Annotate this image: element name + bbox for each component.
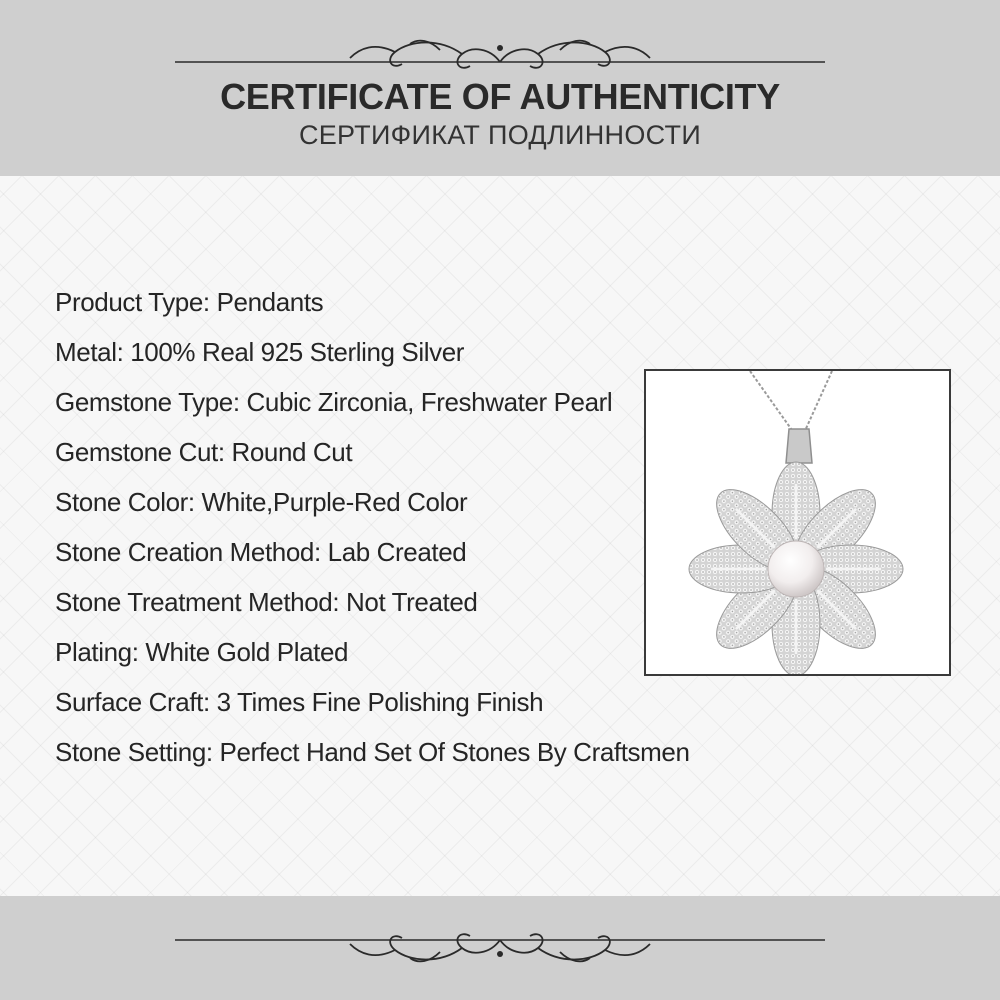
spec-gemstone-cut: Gemstone Cut: Round Cut: [55, 437, 353, 467]
spec-surface-craft: Surface Craft: 3 Times Fine Polishing Finish: [55, 687, 544, 717]
spec-metal: Metal: 100% Real 925 Sterling Silver: [55, 337, 465, 367]
spec-stone-setting: Stone Setting: Perfect Hand Set Of Stones By Craftsmen: [55, 737, 690, 767]
spec-stone-creation-method: Stone Creation Method: Lab Created: [55, 537, 467, 567]
spec-stone-treatment-method: Stone Treatment Method: Not Treated: [55, 587, 478, 617]
bottom-ornament-divider-icon: [0, 924, 1000, 974]
product-photo-frame: [644, 369, 951, 676]
spec-product-type: Product Type: Pendants: [55, 287, 324, 317]
spec-plating: Plating: White Gold Plated: [55, 637, 349, 667]
spec-stone-color: Stone Color: White,Purple-Red Color: [55, 487, 468, 517]
spec-gemstone-type: Gemstone Type: Cubic Zirconia, Freshwater Pearl: [55, 387, 613, 417]
certificate-title: CERTIFICATE OF AUTHENTICITY: [220, 76, 780, 117]
top-ornament-divider-icon: [0, 28, 1000, 78]
flower-pendant-image: [646, 371, 949, 674]
certificate-subtitle: СЕРТИФИКАТ ПОДЛИННОСТИ: [298, 120, 702, 150]
